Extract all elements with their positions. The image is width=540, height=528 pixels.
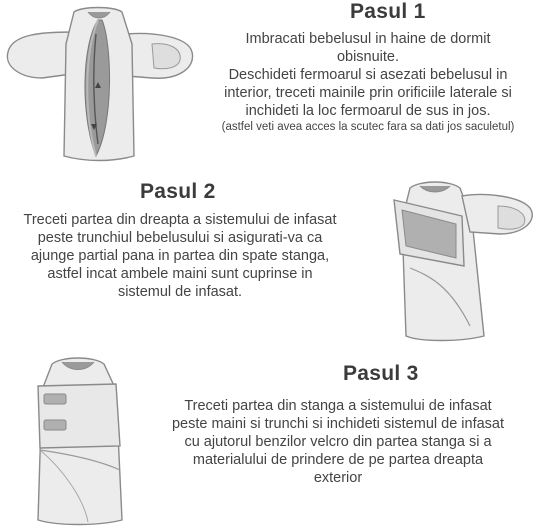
step1-note: (astfel veti avea acces la scutec fara sa dati jos saculetul) (221, 121, 515, 133)
step2-line: Treceti partea din dreapta a sistemului de infasat (23, 212, 337, 228)
step1-line: interior, treceti mainile prin orificiile laterale si (224, 85, 512, 101)
step1-line: obisnuite. (336, 49, 400, 65)
step2-line: astfel incat ambele maini sunt cuprinse in (47, 266, 313, 282)
step3-line: Treceti partea din stanga a sistemului de infasat (184, 398, 492, 414)
step3-line: peste maini si trunchi si inchideti sistemul de infasat (171, 416, 505, 432)
step1-line: inchideti la loc fermoarul de sus in jos. (245, 103, 491, 119)
step1-line: Deschideti fermoarul si asezati bebelusul in (228, 67, 508, 83)
step3-line: exterior (313, 470, 363, 486)
swaddle-right-wrap-illustration (380, 176, 540, 346)
step2-line: sistemul de infasat. (117, 284, 243, 300)
step1-line: Imbracati bebelusul in haine de dormit (245, 31, 491, 47)
step3-line: materialului de prindere de pe partea dreapta (192, 452, 484, 468)
step2-line: ajunge partial pana in partea din spate stanga, (30, 248, 330, 264)
step2-line: peste trunchiul bebelusului si asigurati-va ca (37, 230, 323, 246)
step2-instructions (0, 211, 360, 301)
swaddle-open-illustration (2, 4, 198, 164)
step1-instructions (196, 30, 540, 134)
swaddle-closed-illustration (28, 350, 148, 528)
step3-instructions (150, 397, 526, 487)
step2-title: Pasul 2 (140, 180, 216, 203)
step3-line: cu ajutorul benzilor velcro din partea stanga si a (184, 434, 492, 450)
step1-title: Pasul 1 (350, 0, 426, 23)
step3-title: Pasul 3 (343, 362, 419, 385)
